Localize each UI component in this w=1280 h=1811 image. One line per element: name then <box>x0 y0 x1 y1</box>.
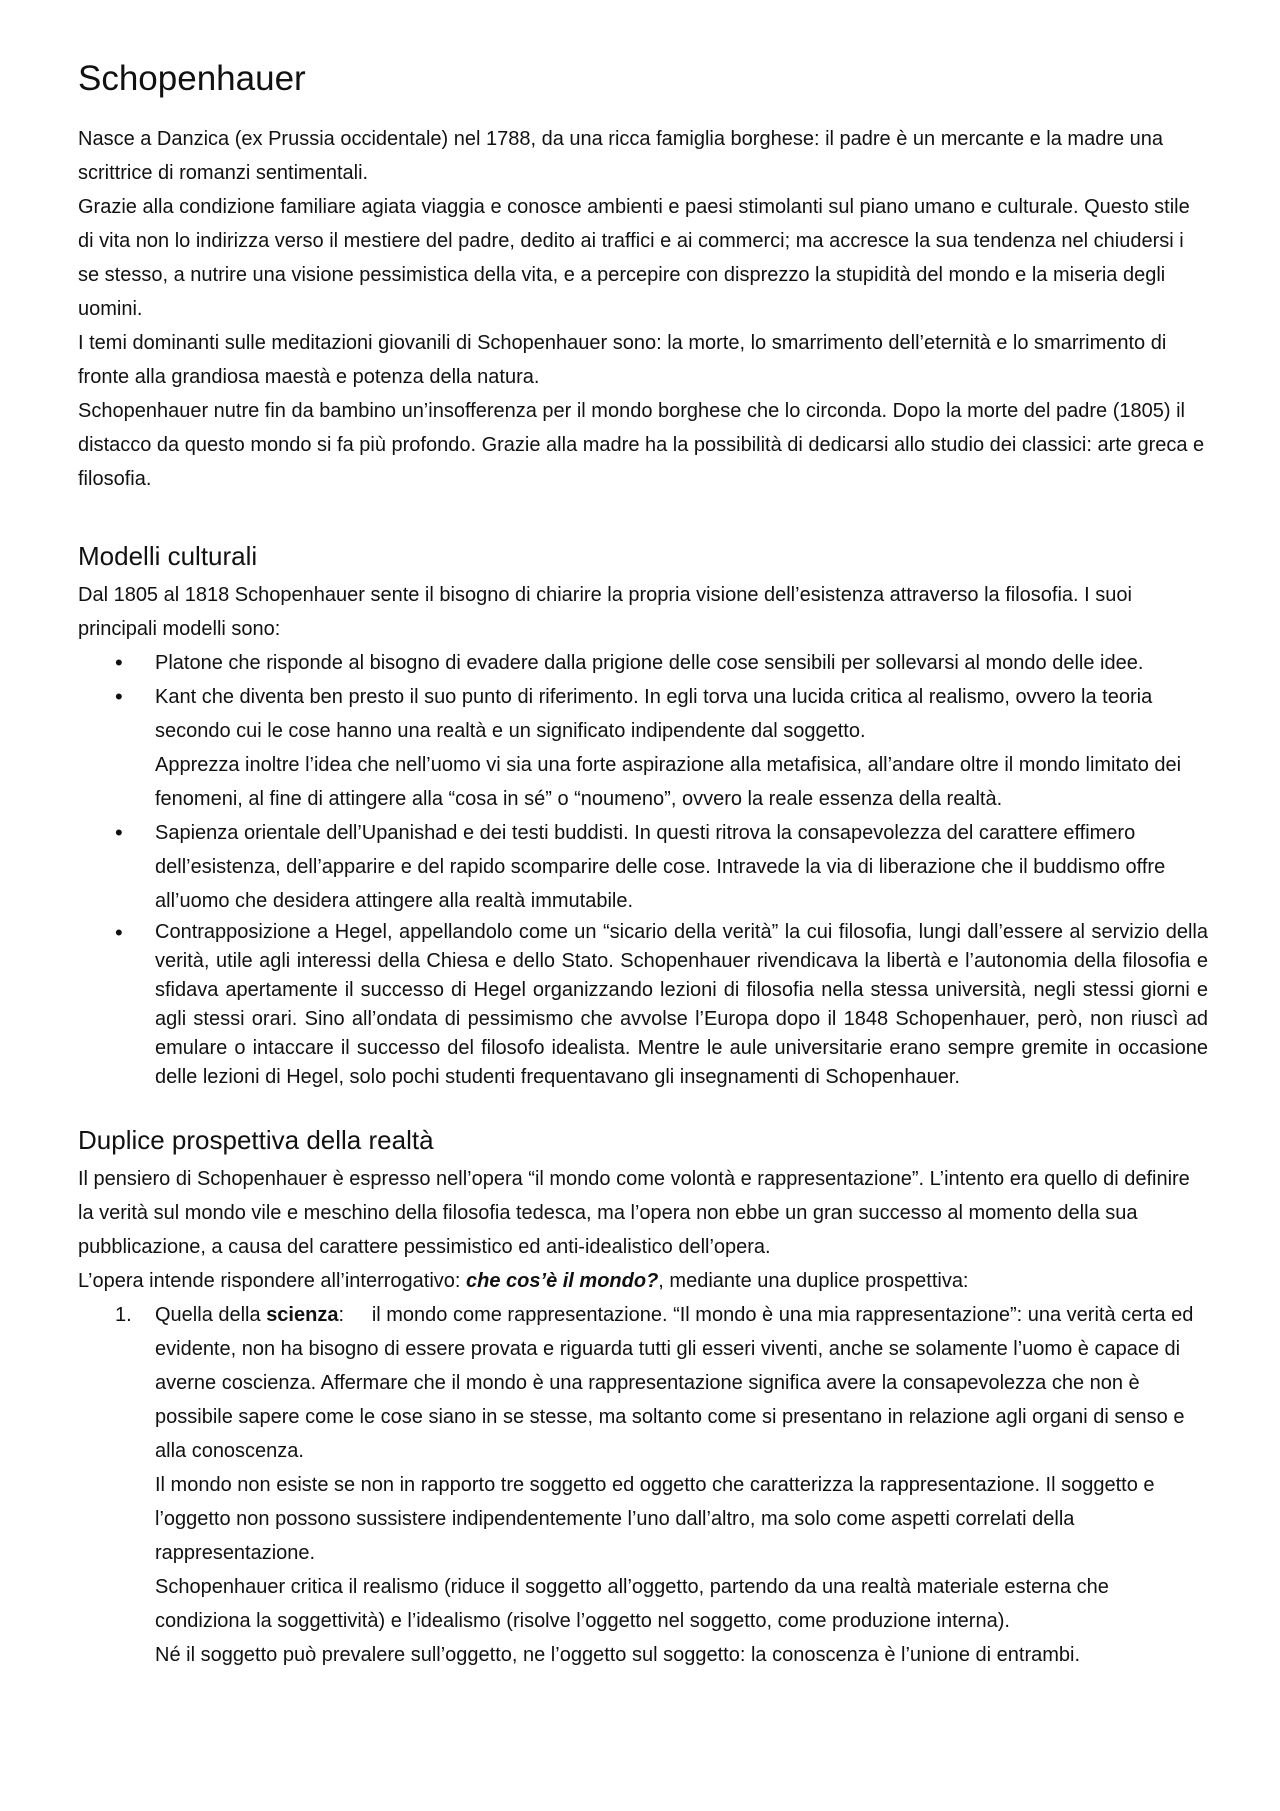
text-run: , mediante una duplice prospettiva: <box>658 1269 969 1292</box>
page-title: Schopenhauer <box>78 59 306 98</box>
text-run: Quella della <box>155 1303 267 1326</box>
list-item-text: Apprezza inoltre l’idea che nell’uomo vi sia una forte aspirazione alla metafisica, all’andare oltre il mondo limitato dei fenomeni, al fine di attingere alla “cosa in sé” o “noumeno”, ovvero la reale essenza della realtà. <box>155 753 1182 810</box>
list-item-text: Né il soggetto può prevalere sull’oggetto, ne l’oggetto sul soggetto: la conoscenza è l’unione di entrambi. <box>155 1643 1081 1666</box>
list-item-text: Schopenhauer critica il realismo (riduce il soggetto all’oggetto, partendo da una realtà materiale esterna che condiziona la soggettività) e l’idealismo (risolve l’oggetto nel soggetto, come produzione interna). <box>155 1575 1109 1632</box>
text-run: : <box>338 1303 345 1326</box>
intro-paragraph: I temi dominanti sulle meditazioni giovanili di Schopenhauer sono: la morte, lo smarrimento dell’eternità e lo smarrimento di fronte alla grandiosa maestà e potenza della natura. <box>78 332 1167 388</box>
list-item <box>155 680 1208 816</box>
intro-paragraph: Nasce a Danzica (ex Prussia occidentale) nel 1788, da una ricca famiglia borghese: il padre è un mercante e la madre una scrittrice di romanzi sentimentali. <box>78 128 1164 184</box>
duplice-section <box>78 1124 1208 1672</box>
bullet-list <box>78 646 1208 1092</box>
section-paragraph: Il pensiero di Schopenhauer è espresso nell’opera “il mondo come volontà e rappresentazione”. L’intento era quello di definire la verità sul mondo vile e meschino della filosofia tedesca, ma l’opera non ebbe un gran successo al momento della sua pubblicazione, a causa del carattere pessimistico ed anti-idealistico dell’opera. <box>78 1167 1190 1258</box>
document-page <box>78 58 1208 1672</box>
list-item: • Platone che risponde al bisogno di evadere dalla prigione delle cose sensibili per sollevarsi al mondo delle idee. <box>155 646 1208 680</box>
section-intro: Dal 1805 al 1818 Schopenhauer sente il bisogno di chiarire la propria visione dell’esistenza attraverso la filosofia. I suoi principali modelli sono: <box>78 583 1132 640</box>
intro-paragraph: Schopenhauer nutre fin da bambino un’insofferenza per il mondo borghese che lo circonda. Dopo la morte del padre (1805) il distacco da questo mondo si fa più profondo. Grazie alla madre ha la possibilità di dedicarsi allo studio dei classici: arte greca e filosofia. <box>78 400 1205 490</box>
question-emphasis: che cos’è il mondo? <box>466 1269 659 1292</box>
section-paragraph <box>78 1264 1208 1298</box>
numbered-list <box>78 1298 1208 1672</box>
list-item-text: Il mondo non esiste se non in rapporto tre soggetto ed oggetto che caratterizza la rappresentazione. Il soggetto e l’oggetto non possono sussistere indipendentemente l’uno dall’altro, ma solo come aspetti correlati della rappresentazione. <box>155 1473 1155 1564</box>
list-number: 1. <box>115 1303 132 1326</box>
intro-paragraph: Grazie alla condizione familiare agiata viaggia e conosce ambienti e paesi stimolanti sul piano umano e culturale. Questo stile di vita non lo indirizza verso il mestiere del padre, dedito ai traffici e ai commerci; ma accresce la sua tendenza nel chiudersi i se stesso, a nutrire una visione pessimistica della vita, e a percepire con disprezzo la stupidità del mondo e la miseria degli uomini. <box>78 196 1190 320</box>
list-item: • Sapienza orientale dell’Upanishad e dei testi buddisti. In questi ritrova la consapevolezza del carattere effimero dell’esistenza, dell’apparire e del rapido scomparire delle cose. Intravede la via di liberazione che il buddismo offre all’uomo che desidera attingere alla realtà immutabile. <box>155 816 1208 918</box>
section-heading: Modelli culturali <box>78 541 258 571</box>
list-item <box>115 1298 1208 1672</box>
section-heading: Duplice prospettiva della realtà <box>78 1124 434 1155</box>
intro-section <box>78 122 1208 496</box>
bold-term: scienza <box>266 1303 339 1326</box>
list-item: • Contrapposizione a Hegel, appellandolo come un “sicario della verità” la cui filosofia, lungi dall’essere al servizio della verità, utile agli interessi della Chiesa e dello Stato. Schopenhauer rivendicava la libertà e l’autonomia della filosofia e sfidava apertamente il successo di Hegel organizzando lezioni di filosofia nella stessa università, negli stessi giorni e agli stessi orari. Sino all’ondata di pessimismo che avvolse l’Europa dopo il 1848 Schopenhauer, però, non riuscì ad emulare o intaccare il successo del filosofo idealista. Mentre le aule universitarie erano sempre gremite in occasione delle lezioni di Hegel, solo pochi studenti frequentavano gli insegnamenti di Schopenhauer. <box>155 918 1208 1092</box>
text-run: il mondo come rappresentazione. “Il mondo è una mia rappresentazione”: una verità certa ed evidente, non ha bisogno di essere provata e riguarda tutti gli esseri viventi, anche se solamente l’uomo è capace di averne coscienza. Affermare che il mondo è una rappresentazione significa avere la consapevolezza che non è possibile sapere come le cose siano in se stesse, ma soltanto come si presentano in relazione agli organi di senso e alla conoscenza. <box>155 1303 1194 1462</box>
list-item-text: Kant che diventa ben presto il suo punto di riferimento. In egli torva una lucida critica al realismo, ovvero la teoria secondo cui le cose hanno una realtà e un significato indipendente dal soggetto. <box>155 685 1153 742</box>
modelli-section <box>78 540 1208 1092</box>
text-run: L’opera intende rispondere all’interrogativo: <box>78 1269 467 1292</box>
